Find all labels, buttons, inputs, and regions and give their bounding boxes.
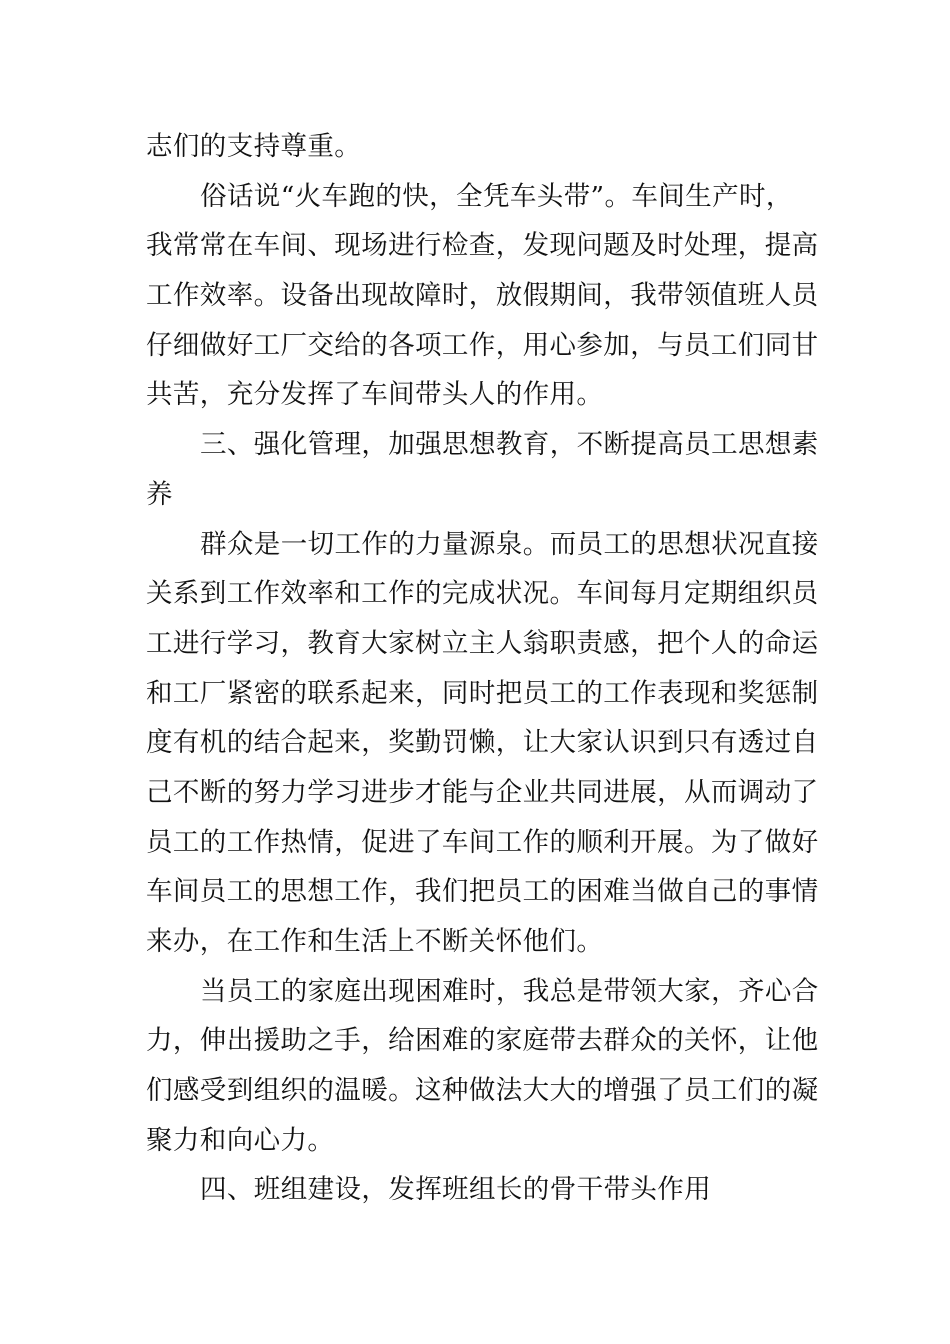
text-line-14: 己不断的努力学习进步才能与企业共同进展，从而调动了 [146, 776, 819, 808]
section-heading-3-cont: 养 [146, 478, 173, 510]
text-line-19: 力，伸出援助之手，给困难的家庭带去群众的关怀，让他 [146, 1025, 819, 1057]
section-heading-4: 四、班组建设，发挥班组长的骨干带头作用 [200, 1174, 712, 1206]
text-line-9: 群众是一切工作的力量源泉。而员工的思想状况直接 [200, 528, 819, 560]
text-line-5: 仔细做好工厂交给的各项工作，用心参加，与员工们同甘 [146, 329, 819, 361]
text-line-4: 工作效率。设备出现故障时，放假期间，我带领值班人员 [146, 280, 819, 312]
text-line-3: 我常常在车间、现场进行检查，发现问题及时处理，提高 [146, 230, 819, 262]
text-line-11: 工进行学习，教育大家树立主人翁职责感，把个人的命运 [146, 627, 819, 659]
text-line-6: 共苦，充分发挥了车间带头人的作用。 [146, 379, 604, 411]
section-heading-3: 三、强化管理，加强思想教育，不断提高员工思想素 [200, 429, 819, 461]
text-line-10: 关系到工作效率和工作的完成状况。车间每月定期组织员 [146, 578, 819, 610]
text-line-21: 聚力和向心力。 [146, 1124, 335, 1156]
text-line-1: 志们的支持尊重。 [146, 131, 362, 162]
text-line-18: 当员工的家庭出现困难时，我总是带领大家，齐心合 [200, 975, 819, 1007]
document-body [146, 122, 819, 1215]
text-line-16: 车间员工的思想工作，我们把员工的困难当做自己的事情 [146, 876, 819, 908]
text-line-17: 来办，在工作和生活上不断关怀他们。 [146, 926, 604, 957]
text-line-20: 们感受到组织的温暖。这种做法大大的增强了员工们的凝 [146, 1075, 819, 1107]
text-line-2: 俗话说“火车跑的快，全凭车头带”。车间生产时， [200, 180, 793, 212]
text-line-13: 度有机的结合起来，奖勤罚懒，让大家认识到只有透过自 [146, 727, 819, 759]
text-line-15: 员工的工作热情，促进了车间工作的顺利开展。为了做好 [146, 826, 819, 858]
text-line-12: 和工厂紧密的联系起来，同时把员工的工作表现和奖惩制 [146, 677, 819, 709]
